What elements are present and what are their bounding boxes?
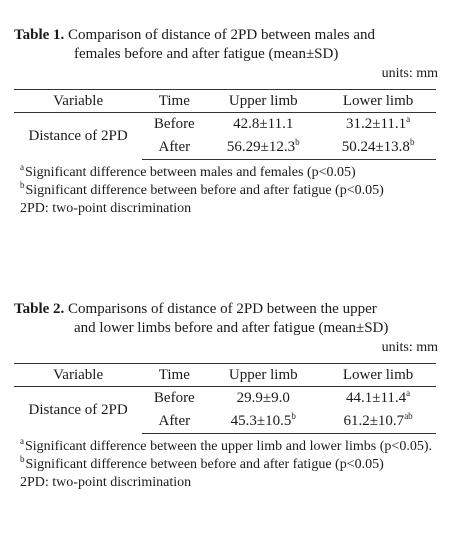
variable-cell: Distance of 2PD	[28, 127, 128, 144]
table-2-units: units: mm	[381, 340, 438, 355]
footnote-a-b	[20, 438, 432, 474]
footnote-marker: a	[406, 114, 411, 124]
table-header-row	[14, 364, 436, 387]
table-2-notes	[20, 438, 432, 492]
value: 31.2±11.1	[345, 116, 407, 132]
table-1-title-line2: females before and after fatigue (mean±SD)	[74, 46, 339, 62]
footnote-marker: b	[20, 180, 25, 191]
footnote-marker: b	[409, 137, 415, 147]
footnote-b	[20, 182, 432, 200]
footnote-marker: ab	[404, 411, 413, 421]
upper-limb-cell	[206, 113, 320, 137]
table-1-title-line1: Comparison of distance of 2PD between males and	[68, 27, 376, 43]
footnote-marker: b	[291, 411, 296, 421]
variable-cell: Distance of 2PD	[28, 401, 128, 418]
footnote-marker: a	[20, 162, 24, 173]
lower-limb-cell	[320, 113, 436, 137]
table-header-row	[14, 90, 436, 113]
table-2	[0, 300, 460, 492]
value: 45.3±10.5	[230, 413, 292, 429]
footnote-text: Significant difference between before and after fatigue (p<0.05)	[25, 457, 384, 472]
value: 61.2±10.7	[343, 413, 405, 429]
time-cell: After	[142, 136, 206, 160]
value: 50.24±13.8	[341, 139, 410, 155]
value: 29.9±9.0	[236, 390, 290, 406]
value: 56.29±12.3	[226, 139, 296, 155]
header-variable: Variable	[14, 90, 142, 113]
table-row	[14, 113, 436, 137]
upper-limb-cell	[206, 387, 320, 411]
header-upper-limb: Upper limb	[206, 90, 320, 113]
footnote-abbrev: 2PD: two-point discrimination	[20, 475, 192, 490]
table-1-grid	[14, 89, 436, 160]
table-2-title-line1: Comparisons of distance of 2PD between the upper	[68, 301, 377, 317]
footnote-marker: b	[20, 454, 25, 465]
table-row	[14, 387, 436, 411]
upper-limb-cell	[206, 410, 320, 434]
table-1-caption	[14, 26, 434, 64]
header-time: Time	[142, 364, 206, 387]
upper-limb-cell	[206, 136, 320, 160]
value: 42.8±11.1	[233, 116, 294, 132]
time-cell: Before	[153, 390, 195, 406]
table-1-notes	[20, 164, 432, 218]
lower-limb-cell	[320, 387, 436, 411]
table-1	[0, 26, 460, 218]
time-cell: After	[142, 410, 206, 434]
footnote-marker: b	[295, 137, 300, 147]
footnote-marker: a	[20, 436, 24, 447]
table-2-grid	[14, 363, 436, 434]
header-lower-limb: Lower limb	[320, 364, 436, 387]
table-2-caption	[14, 300, 434, 338]
header-lower-limb: Lower limb	[320, 90, 436, 113]
footnote-text: Significant difference between males and females (p<0.05)	[25, 165, 356, 180]
table-2-title-line2: and lower limbs before and after fatigue (mean±SD)	[74, 320, 389, 336]
footnote-text: Significant difference between before and after fatigue (p<0.05)	[25, 183, 384, 198]
footnote-marker: a	[406, 388, 411, 398]
header-upper-limb: Upper limb	[206, 364, 320, 387]
value: 44.1±11.4	[345, 390, 407, 406]
footnote-text: Significant difference between the upper limb and lower limbs (p<0.05).	[25, 439, 432, 454]
table-2-number: Table 2.	[14, 301, 65, 317]
lower-limb-cell	[320, 410, 436, 434]
footnote-abbrev: 2PD: two-point discrimination	[20, 201, 192, 216]
footnote-a	[20, 164, 432, 182]
table-1-units: units: mm	[381, 66, 438, 81]
header-variable: Variable	[14, 364, 142, 387]
table-1-number: Table 1.	[14, 27, 65, 43]
lower-limb-cell	[320, 136, 436, 160]
time-cell: Before	[153, 116, 195, 132]
header-time: Time	[142, 90, 206, 113]
